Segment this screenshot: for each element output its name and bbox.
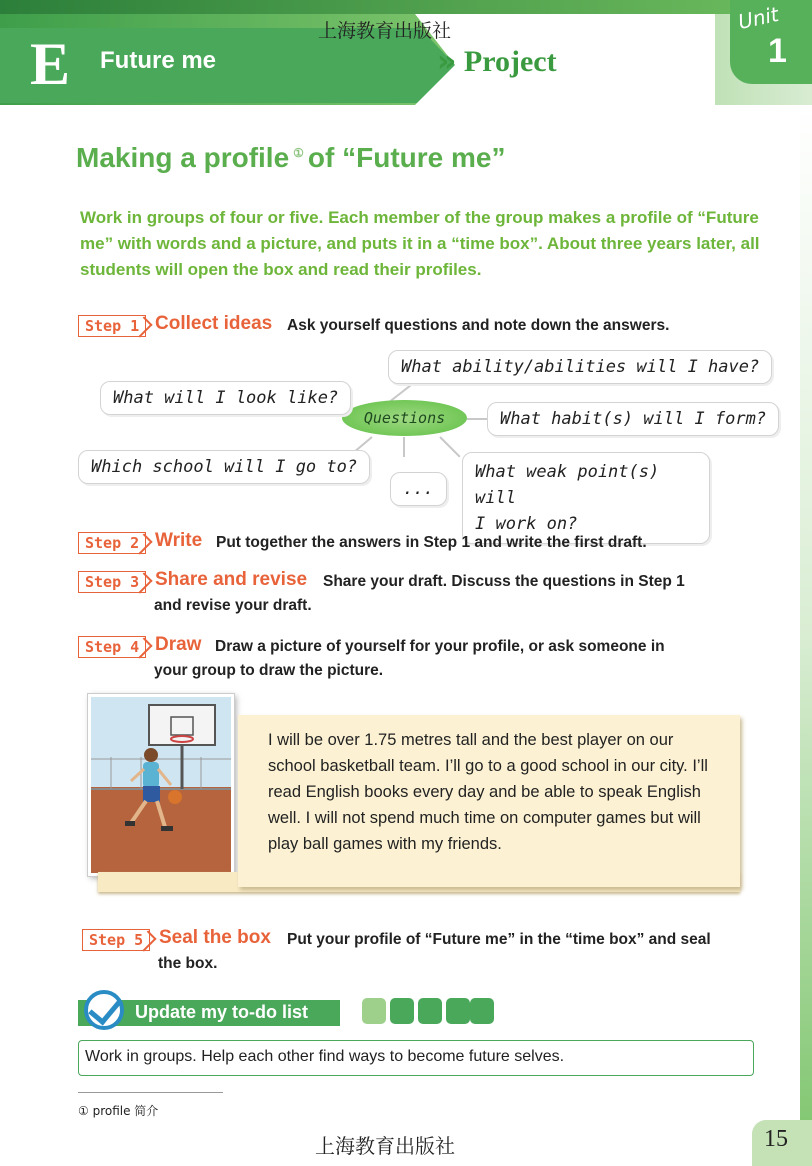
question-bubble: ... xyxy=(390,472,447,506)
step-5-name: Seal the box xyxy=(159,927,271,948)
project-label: Project xyxy=(463,45,557,78)
question-bubble: What will I look like? xyxy=(100,381,351,415)
publisher-footer: 上海教育出版社 xyxy=(315,1134,455,1158)
step-5-desc-cont: the box. xyxy=(158,955,218,972)
todo-text: Work in groups. Help each other find ways to become future selves. xyxy=(85,1048,565,1065)
step-5-badge: Step 5 xyxy=(82,929,150,951)
question-bubble: What habit(s) will I form? xyxy=(487,402,779,436)
progress-square xyxy=(470,998,494,1024)
unit-label: Unit xyxy=(735,2,781,34)
step-2-name: Write xyxy=(155,530,203,551)
step-3-badge: Step 3 xyxy=(78,571,146,593)
header-strip xyxy=(0,0,812,14)
section-letter: E xyxy=(30,31,71,97)
step-2-badge: Step 2 xyxy=(78,532,146,554)
progress-square xyxy=(362,998,386,1024)
step-2-desc: Put together the answers in Step 1 and write the first draft. xyxy=(216,534,647,551)
progress-square xyxy=(390,998,414,1024)
profile-text: I will be over 1.75 metres tall and the best player on our school basketball team. I’ll go to a good school in our city. I’ll read English books every day and be able to speak English well. I will not spend much time on computer games but will play ball games with my friends. xyxy=(268,731,708,853)
update-todo-label: Update my to-do list xyxy=(135,1002,309,1022)
step-3-name: Share and revise xyxy=(155,569,308,590)
question-bubble: What ability/abilities will I have? xyxy=(388,350,772,384)
double-chevron-icon: » xyxy=(437,44,457,79)
page-edge-decoration xyxy=(800,105,812,1166)
step-5-desc: Put your profile of “Future me” in the “time box” and seal xyxy=(287,931,711,948)
publisher-watermark-top: 上海教育出版社 xyxy=(318,20,452,42)
step-1-name: Collect ideas xyxy=(155,313,273,334)
step-4-name: Draw xyxy=(155,634,202,655)
section-title: Future me xyxy=(100,47,217,74)
intro-instructions: Work in groups of four or five. Each member of the group makes a profile of “Future me” with words and a picture, and puts it in a “time box”. About three years later, all students will open the box and read their profiles. xyxy=(80,208,760,279)
question-bubble xyxy=(462,452,710,544)
progress-square xyxy=(418,998,442,1024)
project-heading xyxy=(437,44,557,79)
page-number: 15 xyxy=(764,1126,788,1152)
title-rest: of “Future me” xyxy=(307,142,506,173)
question-line: What weak point(s) will xyxy=(475,462,660,508)
step-3-desc-cont: and revise your draft. xyxy=(154,597,312,614)
unit-number: 1 xyxy=(768,32,787,70)
footnote-marker: ① xyxy=(293,146,304,160)
mindmap-arrow xyxy=(403,437,405,457)
mindmap-arrow xyxy=(439,436,460,457)
footnote: ① profile 简介 xyxy=(78,1104,159,1118)
step-3-desc: Share your draft. Discuss the questions in Step 1 xyxy=(323,573,685,590)
progress-square xyxy=(446,998,470,1024)
footnote-divider xyxy=(78,1092,223,1093)
question-bubble: Which school will I go to? xyxy=(78,450,370,484)
question-line: I work on? xyxy=(475,514,578,534)
step-4-badge: Step 4 xyxy=(78,636,146,658)
step-4-desc-cont: your group to draw the picture. xyxy=(154,662,384,679)
title-main: Making a profile xyxy=(76,142,290,173)
basketball-player-picture xyxy=(88,694,234,876)
page-title xyxy=(76,142,505,174)
step-1-badge: Step 1 xyxy=(78,315,146,337)
mindmap-center: Questions xyxy=(342,400,467,436)
step-4-desc: Draw a picture of yourself for your profile, or ask someone in xyxy=(215,638,665,655)
step-1-desc: Ask yourself questions and note down the answers. xyxy=(287,317,670,334)
